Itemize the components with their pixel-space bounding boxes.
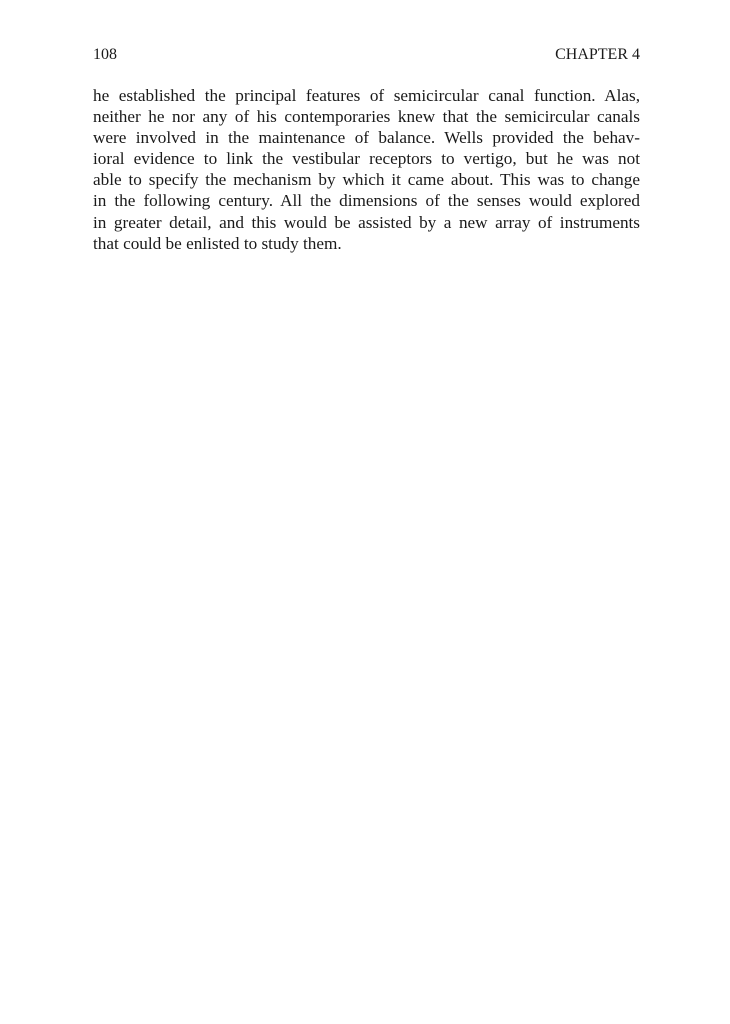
text-line: were involved in the maintenance of balance. Wells provided the behav-	[93, 128, 640, 148]
text-line: he established the principal features of semicircular canal function. Alas,	[93, 86, 640, 105]
text-line: that could be enlisted to study them.	[93, 233, 342, 253]
text-line: in greater detail, and this would be assisted by a new array of instruments	[93, 212, 640, 232]
text-line: ioral evidence to link the vestibular receptors to vertigo, but he was not	[93, 149, 640, 169]
page-number: 108	[93, 46, 117, 63]
text-line: neither he nor any of his contemporaries knew that the semicircular canals	[93, 107, 640, 127]
text-line: in the following century. All the dimensions of the senses would explored	[93, 191, 640, 211]
running-head	[93, 44, 640, 66]
chapter-label: CHAPTER 4	[555, 46, 640, 63]
body-paragraph	[93, 85, 640, 254]
text-line: able to specify the mechanism by which it came about. This was to change	[93, 170, 640, 190]
